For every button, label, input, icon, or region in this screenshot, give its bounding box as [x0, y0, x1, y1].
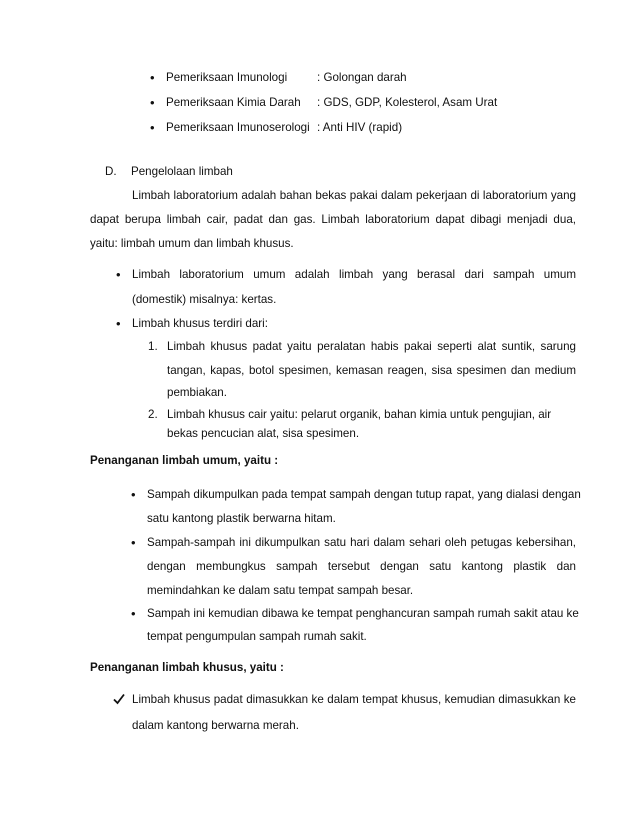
- section-heading: Penanganan limbah khusus, yaitu :: [90, 661, 284, 674]
- check-icon: [113, 693, 125, 708]
- exam-name: Pemeriksaan Kimia Darah: [166, 96, 301, 109]
- section-marker: D.: [105, 165, 117, 178]
- exam-row: [0, 121, 638, 141]
- bullet-icon: •: [150, 95, 155, 110]
- list-item-line: Limbah laboratorium umum adalah limbah yang berasal dari sampah umum: [132, 268, 576, 281]
- list-item-line: bekas pencucian alat, sisa spesimen.: [167, 427, 360, 440]
- list-item-line: Limbah khusus terdiri dari:: [132, 317, 268, 330]
- exam-name: Pemeriksaan Imunoserologi: [166, 121, 310, 134]
- item-number: 1.: [148, 340, 158, 353]
- exam-row: [0, 71, 638, 91]
- paragraph-line: dapat berupa limbah cair, padat dan gas. Limbah laboratorium dapat dibagi menjadi dua,: [90, 213, 576, 226]
- list-item-line: dalam kantong berwarna merah.: [132, 719, 299, 732]
- list-item-line: Limbah khusus cair yaitu: pelarut organik, bahan kimia untuk pengujian, air: [167, 408, 552, 421]
- bullet-icon: •: [131, 487, 136, 502]
- bullet-icon: •: [131, 535, 136, 550]
- bullet-icon: •: [150, 70, 155, 85]
- bullet-icon: •: [131, 606, 136, 621]
- bullet-icon: •: [116, 267, 121, 282]
- list-item-line: (domestik) misalnya: kertas.: [132, 293, 277, 306]
- exam-name: Pemeriksaan Imunologi: [166, 71, 288, 84]
- list-item-line: Sampah-sampah ini dikumpulkan satu hari dalam sehari oleh petugas kebersihan,: [147, 536, 576, 549]
- list-item-line: tangan, kapas, botol spesimen, kemasan reagen, sisa spesimen dan medium: [167, 364, 576, 377]
- list-item-line: tempat pengumpulan sampah rumah sakit.: [147, 630, 367, 643]
- item-number: 2.: [148, 408, 158, 421]
- exam-value: : Golongan darah: [317, 71, 407, 84]
- list-item-line: pembiakan.: [167, 386, 227, 399]
- list-item-line: Limbah khusus padat dimasukkan ke dalam tempat khusus, kemudian dimasukkan ke: [132, 693, 576, 706]
- list-item-line: dengan membungkus sampah tersebut dengan satu kantong plastik dan: [147, 560, 576, 573]
- section-title: Pengelolaan limbah: [131, 165, 233, 178]
- list-item-line: satu kantong plastik berwarna hitam.: [147, 512, 336, 525]
- exam-row: [0, 96, 638, 116]
- list-item-line: memindahkan ke dalam satu tempat sampah besar.: [147, 584, 414, 597]
- list-item-line: Sampah ini kemudian dibawa ke tempat penghancuran sampah rumah sakit atau ke: [147, 607, 579, 620]
- paragraph-line: Limbah laboratorium adalah bahan bekas pakai dalam pekerjaan di laboratorium yang: [132, 189, 576, 202]
- bullet-icon: •: [150, 120, 155, 135]
- section-heading: Penanganan limbah umum, yaitu :: [90, 454, 279, 467]
- exam-value: : Anti HIV (rapid): [317, 121, 403, 134]
- list-item-line: Limbah khusus padat yaitu peralatan habis pakai seperti alat suntik, sarung: [167, 340, 576, 353]
- paragraph-line: yaitu: limbah umum dan limbah khusus.: [90, 237, 294, 250]
- bullet-icon: •: [116, 316, 121, 331]
- list-item-line: Sampah dikumpulkan pada tempat sampah dengan tutup rapat, yang dialasi dengan: [147, 488, 581, 501]
- exam-value: : GDS, GDP, Kolesterol, Asam Urat: [317, 96, 498, 109]
